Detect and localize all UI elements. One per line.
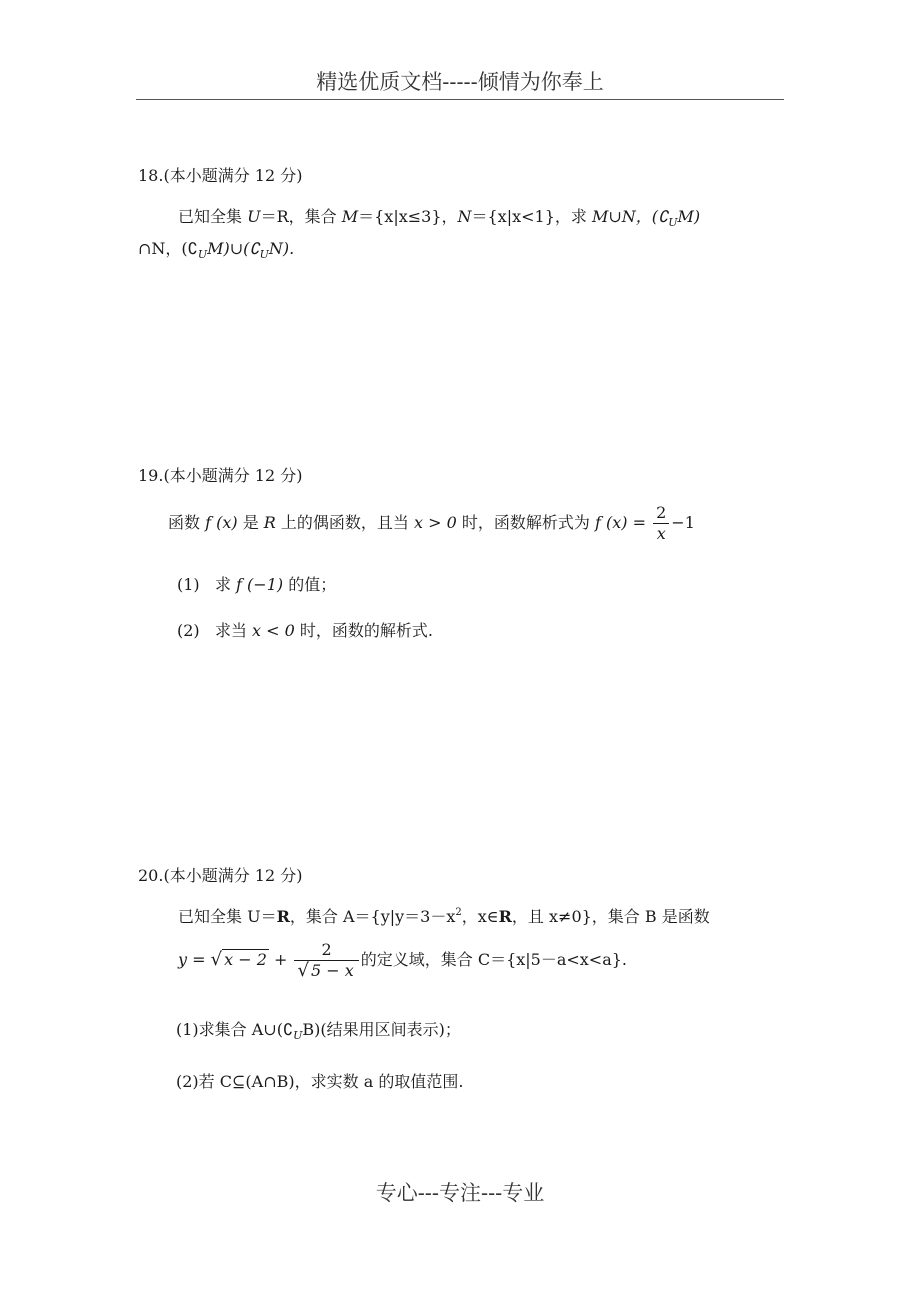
page-header-title: 精选优质文档-----倾情为你奉上 [316,70,604,94]
q19-part1: (1) 求 f (−1) 的值； [177,575,337,594]
q19-title: 19.(本小题满分 12 分) [138,466,303,485]
q18-line1: 已知全集 U＝R，集合 M＝{x|x≤3}，N＝{x|x<1}，求 M∪N，$(∁_UM)$ [178,207,701,229]
q19-statement: 函数 f (x) 是 R 上的偶函数，且当 x > 0 时，函数解析式为 f (x) = $\frac{2}{x}$ −1 [168,503,695,543]
q19-part2: (2) 求当 x < 0 时，函数的解析式. [177,621,433,640]
q18-line2: ∩N，$(∁_UM)\cup(∁_UN)$. [138,239,295,261]
q20-line1: 已知全集 U＝R，集合 $A=\{y|y=3-x^2$，x∈R，且 x≠0}，集合 B 是函数 [178,907,710,926]
sqrt-1: √ x − 2 [210,949,267,970]
header-divider [136,99,784,100]
q20-fraction: $\frac{2}{√ 5 - x}$ [294,940,358,981]
q20-part1: (1)求集合 $A\cup(∁_UB)$(结果用区间表示)； [176,1020,461,1042]
q19-fraction: $\frac{2}{x}$ [653,503,669,544]
q20-part2: (2)若 C⊆(A∩B)，求实数 a 的取值范围. [176,1072,464,1091]
q18-title: 18.(本小题满分 12 分) [138,166,303,185]
q20-title: 20.(本小题满分 12 分) [138,866,303,885]
q20-line2: y = √ x − 2 + $\frac{2}{√ 5 - x}$ 的定义域，集合 C＝{x|5－a<x<a}. [178,940,628,981]
page-footer: 专心---专注---专业 [375,1181,545,1205]
